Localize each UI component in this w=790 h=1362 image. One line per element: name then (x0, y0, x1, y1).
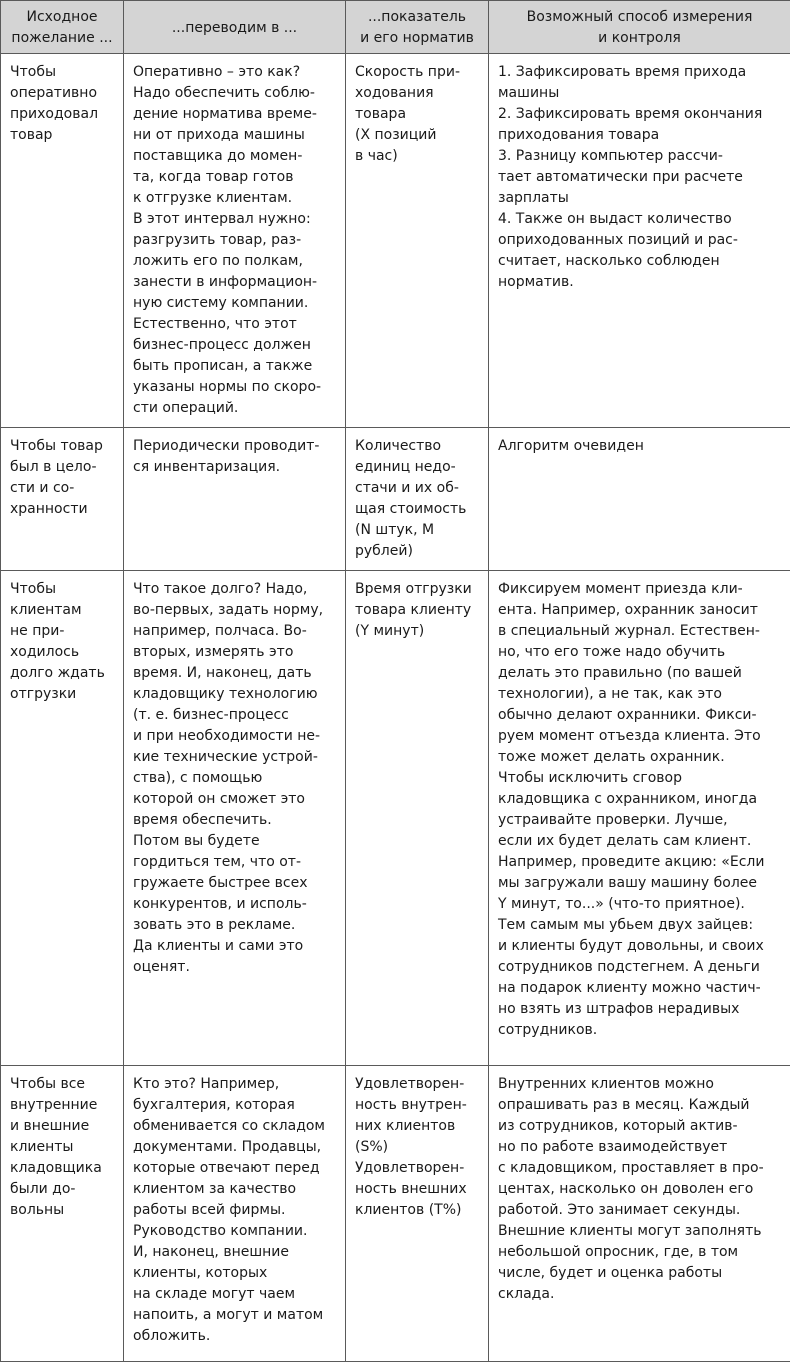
cell-text: 1. Зафиксировать время прихода машины 2. Зафиксировать время окончания приходования товара 3. Разницу компьютер рассчи- тает автоматически при расчете зарплаты 4. Также он выдаст количество оприходованных позиций и рас- считает, насколько соблюден норматив. (498, 62, 782, 293)
header-text: Возможный способ измерения и контроля (527, 9, 753, 46)
cell-text: Время отгрузки товара клиенту (Y минут) (355, 579, 480, 642)
cell-wish (1, 428, 124, 571)
cell-translation (124, 428, 346, 571)
cell-indicator (346, 54, 489, 428)
header-text: Исходное пожелание ... (11, 9, 112, 46)
cell-indicator (346, 1066, 489, 1362)
cell-method (489, 571, 790, 1066)
cell-text: Периодически проводит- ся инвентаризация. (133, 436, 337, 478)
cell-text: Внутренних клиентов можно опрашивать раз в месяц. Каждый из сотрудников, который актив- но по работе взаимодействует с кладовщиком, проставляет в про- центах, насколько он доволен его работой. Это занимает секунды. Внешние клиенты могут заполнять небольшой опросник, где, в том числе, будет и оценка работы склада. (498, 1074, 782, 1305)
cell-indicator (346, 428, 489, 571)
cell-method (489, 54, 790, 428)
cell-translation (124, 1066, 346, 1362)
header-translate-to (124, 1, 346, 54)
cell-text: Удовлетворен- ность внутрен- них клиентов (S%) Удовлетворен- ность внешних клиентов (T%) (355, 1074, 480, 1221)
header-measurement-method (489, 1, 790, 54)
cell-text: Алгоритм очевиден (498, 436, 782, 457)
cell-translation (124, 571, 346, 1066)
table-row (1, 571, 790, 1066)
header-indicator-norm (346, 1, 489, 54)
cell-wish (1, 54, 124, 428)
cell-text: Чтобы товар был в цело- сти и со- хранности (10, 436, 115, 520)
table-row (1, 1066, 790, 1362)
cell-wish (1, 571, 124, 1066)
cell-text: Кто это? Например, бухгалтерия, которая обменивается со складом документами. Продавцы, которые отвечают перед клиентом за качество работы всей фирмы. Руководство компании. И, наконец, внешние клиенты, которых на складе могут чаем напоить, а могут и матом обложить. (133, 1074, 337, 1347)
cell-text: Количество единиц недо- стачи и их об- щая стоимость (N штук, M рублей) (355, 436, 480, 562)
table-header-row (1, 1, 790, 54)
cell-text: Чтобы все внутренние и внешние клиенты кладовщика были до- вольны (10, 1074, 115, 1221)
table-row (1, 54, 790, 428)
cell-text: Оперативно – это как? Надо обеспечить соблю- дение норматива време- ни от прихода машины поставщика до момен- та, когда товар готов к отгрузке клиентам. В этот интервал нужно: разгрузить товар, раз- ложить его по полкам, занести в информацион- ную систему компании. Естественно, что этот бизнес-процесс должен быть прописан, а также указаны нормы по скоро- сти операций. (133, 62, 337, 419)
table-row (1, 428, 790, 571)
cell-text: Чтобы оперативно приходовал товар (10, 62, 115, 146)
cell-method (489, 428, 790, 571)
cell-wish (1, 1066, 124, 1362)
header-initial-wish (1, 1, 124, 54)
cell-translation (124, 54, 346, 428)
cell-method (489, 1066, 790, 1362)
header-text: ...переводим в ... (172, 20, 297, 36)
cell-text: Что такое долго? Надо, во-первых, задать норму, например, полчаса. Во- вторых, измерять это время. И, наконец, дать кладовщику технологию (т. е. бизнес-процесс и при необходимости не- кие технические устрой- ства), с помощью которой он сможет это время обеспечить. Потом вы будете гордиться тем, что от- гружаете быстрее всех конкурентов, и исполь- зовать это в рекламе. Да клиенты и сами это оценят. (133, 579, 337, 978)
cell-text: Скорость при- ходования товара (Х позиций в час) (355, 62, 480, 167)
cell-indicator (346, 571, 489, 1066)
header-text: ...показатель и его норматив (360, 9, 474, 46)
cell-text: Фиксируем момент приезда кли- ента. Например, охранник заносит в специальный журнал. Естествен- но, что его тоже надо обучить делать это правильно (по вашей технологии), а не так, как это обычно делают охранники. Фикси- руем момент отъезда клиента. Это тоже может делать охранник. Чтобы исключить сговор кладовщика с охранником, иногда устраивайте проверки. Лучше, если их будет делать сам клиент. Например, проведите акцию: «Если мы загружали вашу машину более Y минут, то...» (что-то приятное). Тем самым мы убьем двух зайцев: и клиенты будут довольны, и своих сотрудников подстегнем. А деньги на подарок клиенту можно частич- но взять из штрафов нерадивых сотрудников. (498, 579, 782, 1041)
cell-text: Чтобы клиентам не при- ходилось долго ждать отгрузки (10, 579, 115, 705)
